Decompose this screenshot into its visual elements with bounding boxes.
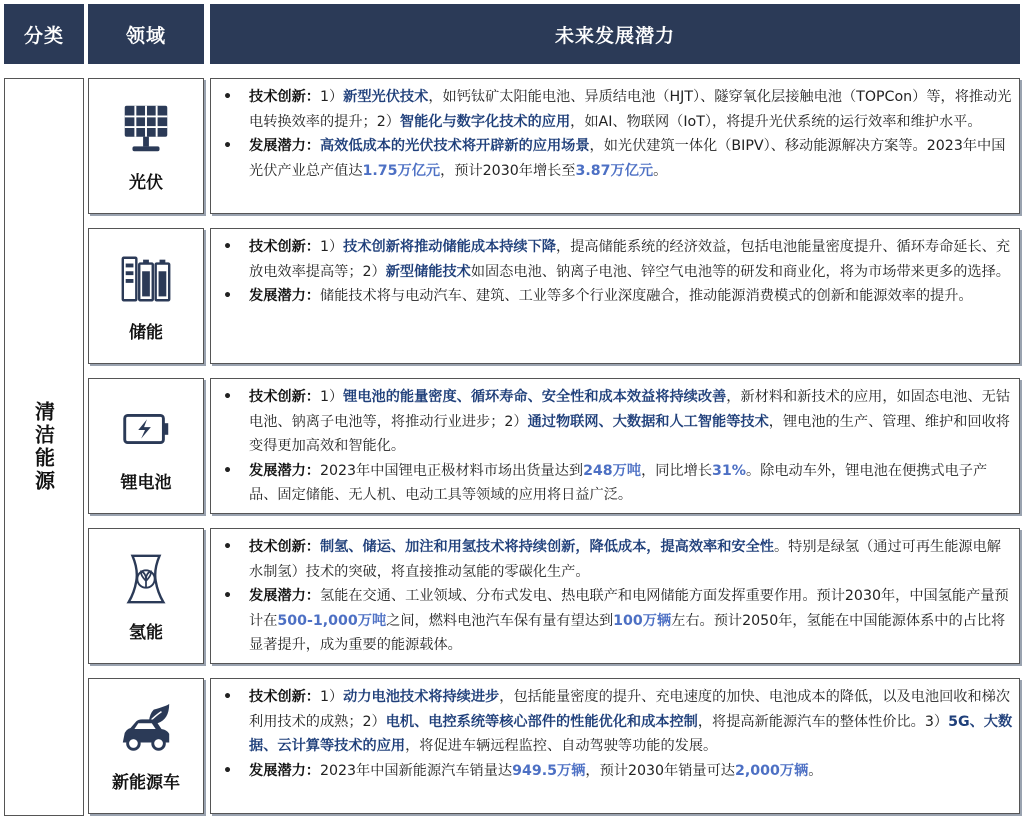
bullet-tech: • 技术创新：1）动力电池技术将持续进步，包括能量密度的提升、充电速度的加快、电池成本的降低，以及电池回收和梯次利用技术的成熟；2）电机、电控系统等核心部件的性能优化和成本控制，将提高新能源汽车的整体性价比。3）5G、大数据、云计算等技术的应用，将促进车辆远程监控、自动驾驶等功能的发展。 [223,689,1013,754]
potential-cell [210,528,1020,664]
potential-cell [210,228,1020,364]
body-text: ，包括能量密度的提升、充电速度的加快、电池成本的降低，以及电池回收和梯次利用技术的成熟；2） [249,689,1011,730]
highlight-number: 2,000万辆 [735,762,809,779]
highlight-text: 智能化与数字化技术的应用 [399,113,571,130]
field-label: 新能源车 [112,772,180,793]
potential-cell [210,378,1020,514]
field-label: 光伏 [129,172,163,193]
highlight-text: 电机、电控系统等核心部件的性能优化和成本控制 [385,713,698,730]
highlight-text: 新型光伏技术 [343,89,429,105]
bullet-potential: • 发展潜力：2023年中国新能源汽车销量达949.5万辆，预计2030年销量可达2,000万辆。 [223,762,823,779]
potential-cell [210,78,1020,214]
row-lithium-battery [88,378,1020,514]
highlight-text: 新型储能技术 [385,263,471,280]
eco-car-icon [117,700,175,758]
body-text: 之间，燃料电池汽车保有量有望达到 [386,612,614,629]
body-text: 如固态电池、钠离子电池、锌空气电池等的研发和商业化，将为市场带来更多的选择。 [470,263,1010,280]
field-cell [88,678,204,814]
hydrogen-tower-icon [117,550,175,608]
highlight-number: 500-1,000万吨 [277,612,387,629]
bullet-key: 发展潜力： [249,288,320,304]
highlight-text: 高效低成本的光伏技术将开辟新的应用场景 [319,138,590,154]
body-text: 2023年中国锂电正极材料市场出货量达到 [319,462,584,479]
field-label: 锂电池 [120,472,172,493]
bullet-potential: • 发展潜力：氢能在交通、工业领域、分布式发电、热电联产和电网储能方面发挥重要作用。预计2030年，中国氢能产量预计在500-1,000万吨之间，燃料电池汽车保有量有望达到100万辆左右。预计2050年，氢能在中国能源体系中的占比将显著提升，成为重要的能源载体。 [223,588,1009,653]
category-cell [4,78,84,816]
bullet-key: 发展潜力： [249,588,320,604]
body-text: 。特别是绿氢（通过可再生能源电解水制氢）技术的突破，将直接推动氢能的零碳化生产。 [249,539,1001,580]
highlight-text: 锂电池的能量密度、循环寿命、安全性和成本效益将持续改善 [343,389,727,405]
body-text: ，预计2030年销量可达 [585,762,735,779]
bullet-key: 发展潜力： [249,138,320,154]
body-text: 左右。预计2050年，氢能在中国能源体系中的占比将显著提升，成为重要的能源载体。 [249,612,1006,653]
highlight-number: 100万辆 [613,612,672,629]
header-field: 领域 [88,4,204,64]
field-label: 储能 [129,322,163,343]
bullet-key: 发展潜力： [249,462,320,479]
body-text: 。 [808,762,823,779]
body-text: ，如钙钛矿太阳能电池、异质结电池（HJT）、隧穿氧化层接触电池（TOPCon）等，将推动光电转换效率的提升；2） [249,89,1012,130]
body-text: 。 [653,162,668,179]
body-text: ，如光伏建筑一体化（BIPV）、移动能源解决方案等。2023年中国光伏产业总产值达 [249,138,1006,179]
bullet-key: 技术创新： [249,89,320,105]
highlight-number: 949.5万辆 [512,762,586,779]
row-photovoltaic [88,78,1020,214]
potential-cell [210,678,1020,814]
body-text: 氢能在交通、工业领域、分布式发电、热电联产和电网储能方面发挥重要作用。预计2030年，中国氢能产量预计在 [249,588,1009,629]
bullet-tech: • 技术创新：制氢、储运、加注和用氢技术将持续创新，降低成本，提高效率和安全性。特别是绿氢（通过可再生能源电解水制氢）技术的突破，将直接推动氢能的零碳化生产。 [223,539,1001,580]
bullet-potential: • 发展潜力：储能技术将与电动汽车、建筑、工业等多个行业深度融合，推动能源消费模式的创新和能源效率的提升。 [223,288,973,304]
highlight-number: 248万吨 [583,462,642,479]
bullet-tech: • 技术创新：1）新型光伏技术，如钙钛矿太阳能电池、异质结电池（HJT）、隧穿氧化层接触电池（TOPCon）等，将推动光电转换效率的提升；2）智能化与数字化技术的应用，如AI、物联网（IoT），将提升光伏系统的运行效率和维护水平。 [223,89,1012,130]
row-energy-storage [88,228,1020,364]
highlight-number: 3.87万亿元 [575,162,654,179]
lithium-battery-icon [117,400,175,458]
solar-panel-icon [117,100,175,158]
bullet-key: 技术创新： [249,389,320,405]
bullet-key: 技术创新： [249,239,320,255]
field-cell [88,78,204,214]
row-new-energy-vehicle [88,678,1020,814]
highlight-text: 制氢、储运、加注和用氢技术将持续创新，降低成本，提高效率和安全性 [319,539,774,555]
bullet-potential: • 发展潜力：高效低成本的光伏技术将开辟新的应用场景，如光伏建筑一体化（BIPV）、移动能源解决方案等。2023年中国光伏产业总产值达1.75万亿元，预计2030年增长至3.87万亿元。 [223,138,1006,179]
battery-storage-icon [117,250,175,308]
highlight-text: 动力电池技术将持续进步 [343,689,500,705]
category-label: 清洁能源 [31,401,56,493]
highlight-text: 5G、大数据、云计算等技术的应用 [249,713,1013,754]
bullet-potential: • 发展潜力：2023年中国锂电正极材料市场出货量达到248万吨，同比增长31%。除电动车外，锂电池在便携式电子产品、固定储能、无人机、电动工具等领域的应用将日益广泛。 [223,462,988,503]
field-cell [88,378,204,514]
row-hydrogen [88,528,1020,664]
body-text: 1） [319,389,344,405]
body-text: ，提高储能系统的经济效益，包括电池能量密度提升、循环寿命延长、充放电效率提高等；2） [249,239,1011,280]
highlight-text: 通过物联网、大数据和人工智能等技术 [527,413,769,430]
body-text: ，同比增长 [641,462,713,479]
header-potential: 未来发展潜力 [210,4,1020,64]
bullet-tech: • 技术创新：1）技术创新将推动储能成本持续下降，提高储能系统的经济效益，包括电池能量密度提升、循环寿命延长、充放电效率提高等；2）新型储能技术如固态电池、钠离子电池、锌空气电池等的研发和商业化，将为市场带来更多的选择。 [223,239,1011,280]
header-category: 分类 [4,4,84,64]
field-cell [88,528,204,664]
bullet-tech: • 技术创新：1）锂电池的能量密度、循环寿命、安全性和成本效益将持续改善，新材料和新技术的应用，如固态电池、无钴电池、钠离子电池等，将推动行业进步；2）通过物联网、大数据和人工智能等技术，锂电池的生产、管理、维护和回收将变得更加高效和智能化。 [223,389,1011,454]
body-text: ，将促进车辆远程监控、自动驾驶等功能的发展。 [405,738,718,754]
field-label: 氢能 [129,622,163,643]
body-text: ，将提高新能源汽车的整体性价比。3） [697,713,949,730]
body-text: 1） [319,239,344,255]
body-text: 2023年中国新能源汽车销量达 [319,762,513,779]
bullet-key: 技术创新： [249,689,320,705]
highlight-number: 31% [712,462,746,479]
body-text: ，锂电池的生产、管理、维护和回收将变得更加高效和智能化。 [249,413,1010,454]
field-cell [88,228,204,364]
bullet-key: 技术创新： [249,539,320,555]
body-text: ，预计2030年增长至 [440,162,576,179]
body-text: ，如AI、物联网（IoT），将提升光伏系统的运行效率和维护水平。 [570,113,982,130]
body-text: ，新材料和新技术的应用，如固态电池、无钴电池、钠离子电池等，将推动行业进步；2） [249,389,1011,430]
body-text: 。除电动车外，锂电池在便携式电子产品、固定储能、无人机、电动工具等领域的应用将日益广泛。 [249,462,988,503]
body-text: 储能技术将与电动汽车、建筑、工业等多个行业深度融合，推动能源消费模式的创新和能源效率的提升。 [319,288,973,304]
bullet-key: 发展潜力： [249,762,320,779]
body-text: 1） [319,689,344,705]
highlight-number: 1.75万亿元 [362,162,441,179]
body-text: 1） [319,89,344,105]
highlight-text: 技术创新将推动储能成本持续下降 [343,239,556,255]
